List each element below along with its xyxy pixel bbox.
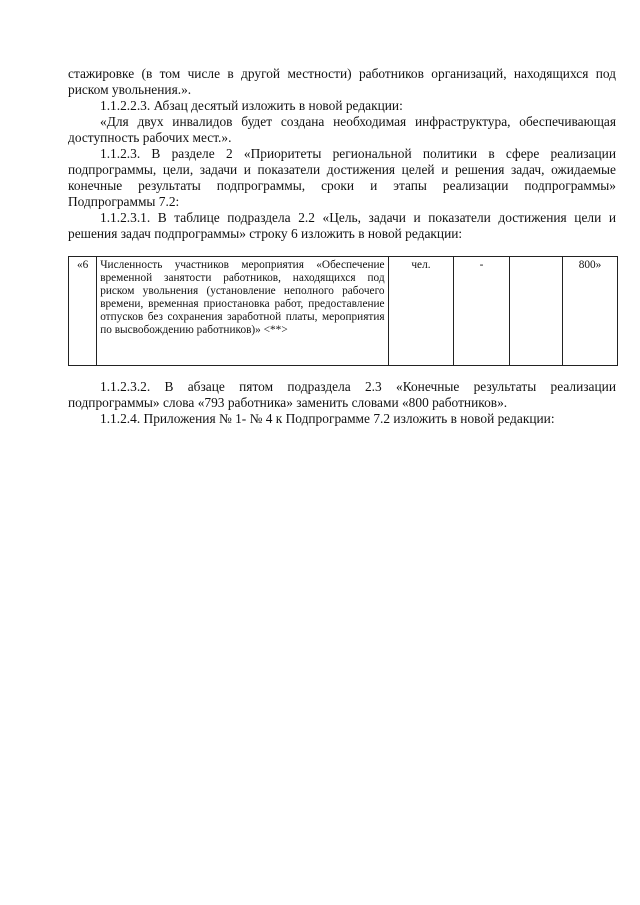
paragraph-1-1-2-3-1: 1.1.2.3.1. В таблице подраздела 2.2 «Цель, задачи и показатели достижения цели и решения задач подпрограммы» строку 6 изложить в новой редакции: xyxy=(68,210,616,241)
table-row xyxy=(69,257,618,366)
indicator-table xyxy=(68,256,618,366)
paragraph-1-1-2-3-2: 1.1.2.3.2. В абзаце пятом подраздела 2.3 «Конечные результаты реализации подпрограммы» слова «793 работника» заменить словами «800 работников». xyxy=(68,379,616,410)
paragraph-1-1-2-2-3: 1.1.2.2.3. Абзац десятый изложить в новой редакции: xyxy=(100,98,403,113)
paragraph-continuation: стажировке (в том числе в другой местности) работников организаций, находящихся под риском увольнения.». xyxy=(68,66,616,97)
text-block-after xyxy=(68,379,616,427)
text-block-top xyxy=(68,66,616,242)
target-value-cell: 800» xyxy=(563,257,618,366)
unit-cell: чел. xyxy=(388,257,454,366)
empty-value-cell xyxy=(509,257,562,366)
paragraph-1-1-2-4: 1.1.2.4. Приложения № 1- № 4 к Подпрограмме 7.2 изложить в новой редакции: xyxy=(100,411,555,426)
indicator-name-cell: Численность участников мероприятия «Обеспечение временной занятости работников, находящихся под риском увольнения (установление неполного рабочего времени, временная приостановка работ, предоставление отпусков без сохранения заработной платы, мероприятия по высвобождению работников)» <**> xyxy=(97,257,388,366)
paragraph-1-1-2-3: 1.1.2.3. В разделе 2 «Приоритеты региональной политики в сфере реализации подпрограммы, цели, задачи и показатели достижения целей и решения задач, ожидаемые конечные результаты подпрограммы, сроки и этапы реализации подпрограммы» Подпрограммы 7.2: xyxy=(68,146,616,209)
paragraph-quote-infrastructure: «Для двух инвалидов будет создана необходимая инфраструктура, обеспечивающая доступность рабочих мест.». xyxy=(68,114,616,145)
row-number-cell: «6 xyxy=(69,257,97,366)
base-value-cell: - xyxy=(454,257,509,366)
